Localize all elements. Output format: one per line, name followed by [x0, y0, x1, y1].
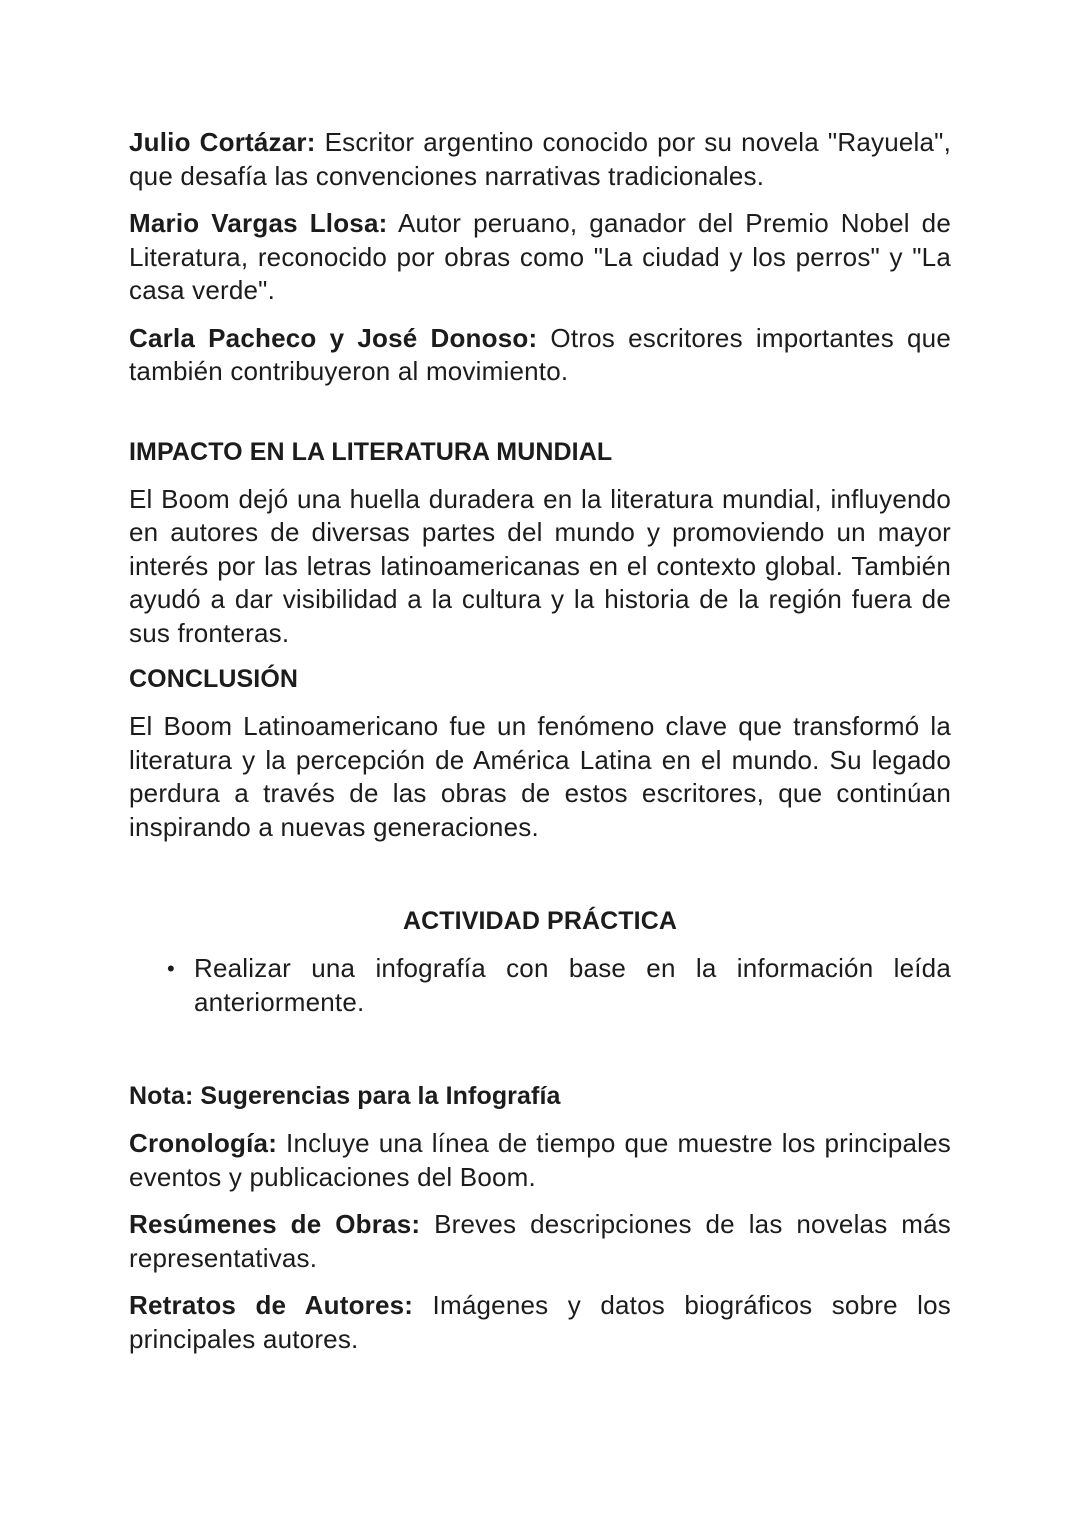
nota-item-cronologia	[129, 1127, 951, 1194]
nota-heading: Nota: Sugerencias para la Infografía	[129, 1082, 561, 1110]
author-name: Julio Cortázar:	[129, 127, 316, 157]
author-name: Carla Pacheco y José Donoso:	[129, 322, 538, 353]
nota-item-label: Resúmenes de Obras:	[129, 1209, 421, 1239]
conclusion-paragraph: El Boom Latinoamericano fue un fenómeno clave que transformó la literatura y la percepción de América Latina en el mundo. Su legado perdura a través de las obras de estos escritores, que continúan inspirando a nuevas generaciones.	[129, 711, 951, 842]
author-paragraph-pacheco-donoso	[129, 322, 951, 389]
actividad-heading: ACTIVIDAD PRÁCTICA	[402, 907, 678, 935]
nota-item-text: Incluye una línea de tiempo que muestre los principales eventos y publicaciones del Boom.	[129, 1128, 951, 1192]
nota-item-retratos	[129, 1289, 951, 1356]
nota-item-resumenes	[129, 1208, 951, 1275]
bullet-icon: •	[167, 956, 175, 981]
actividad-list	[129, 952, 951, 1019]
impacto-paragraph: El Boom dejó una huella duradera en la literatura mundial, influyendo en autores de diversas partes del mundo y promoviendo un mayor interés por las letras latinoamericanas en el contexto global. También ayudó a dar visibilidad a la cultura y la historia de la región fuera de sus fronteras.	[129, 483, 951, 648]
nota-item-label: Retratos de Autores:	[129, 1290, 414, 1320]
conclusion-heading: CONCLUSIÓN	[129, 665, 299, 693]
list-item	[129, 952, 951, 1019]
author-description: Autor peruano, ganador del Premio Nobel de Literatura, reconocido por obras como "La ciudad y los perros" y "La casa verde".	[129, 208, 951, 305]
author-paragraph-cortazar	[129, 126, 951, 193]
author-description: Escritor argentino conocido por su novela "Rayuela", que desafía las convenciones narrativas tradicionales.	[129, 127, 951, 191]
nota-item-text: Imágenes y datos biográficos sobre los principales autores.	[129, 1290, 951, 1354]
author-description: Otros escritores importantes que también contribuyeron al movimiento.	[129, 322, 951, 386]
document-page	[129, 126, 951, 1356]
impacto-heading: IMPACTO EN LA LITERATURA MUNDIAL	[129, 437, 613, 466]
nota-item-text: Breves descripciones de las novelas más representativas.	[129, 1209, 951, 1273]
author-paragraph-vargas-llosa	[129, 207, 951, 308]
author-name: Mario Vargas Llosa:	[129, 208, 388, 238]
nota-item-label: Cronología:	[129, 1128, 278, 1158]
list-item-text: Realizar una infografía con base en la información leída anteriormente.	[194, 953, 951, 1017]
